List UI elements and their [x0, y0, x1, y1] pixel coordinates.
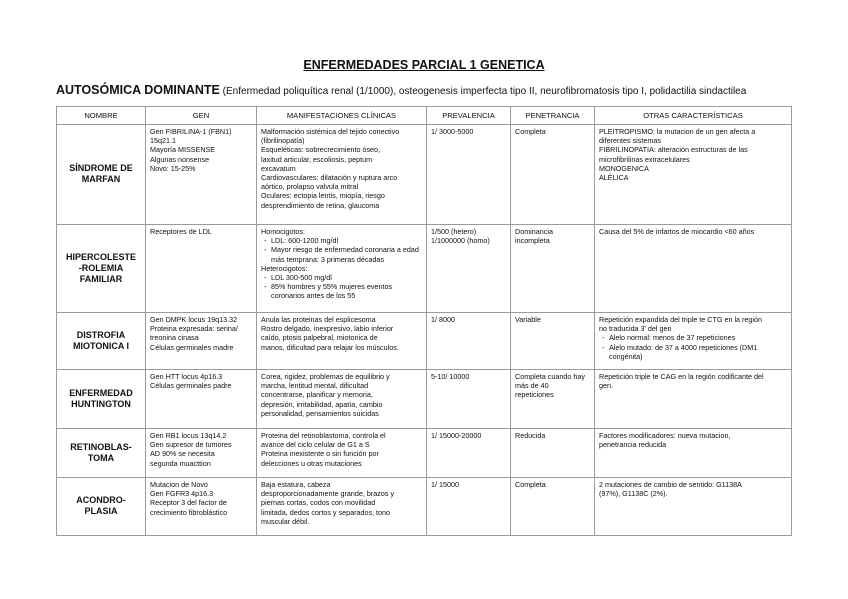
bullet-item: - Mayor riesgo de enfermedad coronaria a edad más temprana: 3 primeras décadas: [261, 245, 422, 263]
section-heading-title: AUTOSÓMICA DOMINANTE: [56, 83, 220, 97]
disease-name: ENFERMEDAD HUNTINGTON: [57, 370, 146, 429]
manifestations-cell: Corea, rigidez, problemas de equilibrio y marcha, lentitud mental, dificultad concentrarse, planificar y memoria, depresión, irritabilidad, apatía, cambio personalidad, pensamientos suicidas: [257, 370, 427, 429]
gene-cell: Receptores de LDL: [146, 225, 257, 313]
disease-name: DISTROFIA MIOTONICA I: [57, 313, 146, 370]
bullet-item: - Alelo mutado: de 37 a 4000 repeticiones (DM1 congénita): [599, 343, 787, 361]
gene-cell: Gen RB1 locus 13q14.2 Gen supresor de tumores AD 90% se necesita segunda muacttion: [146, 429, 257, 478]
disease-name: HIPERCOLESTE -ROLEMIA FAMILIAR: [57, 225, 146, 313]
table-row: [57, 125, 792, 225]
table-row: [57, 429, 792, 478]
section-heading-note: (Enfermedad poliquítica renal (1/1000), osteogenesis imperfecta tipo II, neurofibromatosis tipo I, polidactilia sindactilea: [222, 86, 747, 97]
manifestations-cell: Anula las proteinas del esplicesoma Rostro delgado, inexpresivo, labio inferior caído, ptosis palpebral, miotonica de manos, dificultad para relajar los músculos.: [257, 313, 427, 370]
other-features-cell: 2 mutaciones de cambio de sentido: G1138A (97%), G1138C (2%).: [595, 478, 792, 536]
other-features-cell: Factores modificadores: nueva mutacion, penetrancia reducida: [595, 429, 792, 478]
other-features-cell: Repetición expandida del triple te CTG en la región no traducida 3' del gen - Alelo normal: menos de 37 repeticiones - Alelo mutado: de 37 a 4000 repeticiones (DM1 congénita): [595, 313, 792, 370]
gene-cell: Gen DMPK locus 19q13.32 Proteina expresada: serina/ treonina cinasa Células germinales madre: [146, 313, 257, 370]
disease-name: SÍNDROME DE MARFAN: [57, 125, 146, 225]
penetrance-cell: Completa: [511, 478, 595, 536]
table-row: [57, 313, 792, 370]
table-row: [57, 478, 792, 536]
gene-cell: Gen FIBRILINA-1 (FBN1) 15q21.1 Mayoría MISSENSE Algunas nonsense Novo: 15-25%: [146, 125, 257, 225]
column-header-penetrancia: PENETRANCIA: [511, 107, 595, 125]
bullet-item: - 85% hombres y 55% mujeres eventos coronarios antes de los 55: [261, 282, 422, 300]
penetrance-cell: Dominancia incompleta: [511, 225, 595, 313]
disease-name: RETINOBLAS- TOMA: [57, 429, 146, 478]
bullet-item: - LDL: 600-1200 mg/dl: [261, 236, 422, 245]
diseases-table: [56, 106, 792, 536]
table-header-row: [57, 107, 792, 125]
penetrance-cell: Completa: [511, 125, 595, 225]
bullet-item: - Alelo normal: menos de 37 repeticiones: [599, 333, 787, 342]
manifestations-cell: Malformación sistémica del tejido conectivo (fibrilinopatía) Esqueléticas: sobrecrecimiento óseo, laxitud articular, escoliosis, peptum excavatum Cardiovasculares: dilatación y ruptura arco aórtico, prolapso valvula mitral Oculares: ectopia lentis, miopía, riesgo desprendimiento de retina, glaucoma: [257, 125, 427, 225]
column-header-manifestaciones: MANIFESTACIONES CLÍNICAS: [257, 107, 427, 125]
prevalence-cell: 1/ 15000-20000: [427, 429, 511, 478]
other-features-cell: Repetición triple te CAG en la región codificante del gen.: [595, 370, 792, 429]
penetrance-cell: Completa cuando hay más de 40 repeticiones: [511, 370, 595, 429]
column-header-otras: OTRAS CARACTERÍSTICAS: [595, 107, 792, 125]
column-header-prevalencia: PREVALENCIA: [427, 107, 511, 125]
table-row: [57, 225, 792, 313]
gene-cell: Gen HTT locus 4p16.3 Células germinales padre: [146, 370, 257, 429]
column-header-nombre: NOMBRE: [57, 107, 146, 125]
page-title: ENFERMEDADES PARCIAL 1 GENETICA: [303, 58, 545, 72]
prevalence-cell: 1/500 (hetero) 1/1000000 (homo): [427, 225, 511, 313]
other-features-cell: PLEITROPISMO: la mutacion de un gen afecta a diferentes sistemas FIBRILINOPATIA: alteración estructuras de las microfibrilinas extracelulares MONOGENICA ALÉLICA: [595, 125, 792, 225]
gene-cell: Mutacion de Novo Gen FGFR3 4p16.3 Receptor 3 del factor de crecimiento fibroblástico: [146, 478, 257, 536]
manifestations-cell: Homocigotos: - LDL: 600-1200 mg/dl - Mayor riesgo de enfermedad coronaria a edad más temprana: 3 primeras décadas Heterocigotos: - LDL 300-500 mg/dl - 85% hombres y 55% mujeres eventos coronarios antes de los 55: [257, 225, 427, 313]
disease-name: ACONDRO- PLASIA: [57, 478, 146, 536]
section-heading: [56, 83, 746, 97]
table-row: [57, 370, 792, 429]
bullet-item: - LDL 300-500 mg/dl: [261, 273, 422, 282]
prevalence-cell: 1/ 3000-5000: [427, 125, 511, 225]
column-header-gen: GEN: [146, 107, 257, 125]
manifestations-cell: Baja estatura, cabeza desproporcionadamente grande, brazos y piernas cortas, codos con movilidad limitada, dedos cortos y separados, tono muscular débil.: [257, 478, 427, 536]
prevalence-cell: 5-10/ 10000: [427, 370, 511, 429]
prevalence-cell: 1/ 15000: [427, 478, 511, 536]
penetrance-cell: Reducida: [511, 429, 595, 478]
penetrance-cell: Variable: [511, 313, 595, 370]
other-features-cell: Causa del 5% de infartos de miocardio <60 años: [595, 225, 792, 313]
prevalence-cell: 1/ 8000: [427, 313, 511, 370]
manifestations-cell: Proteina del retinoblastoma, controla el avance del ciclo celular de G1 a S Proteina inexistente o sin función por delecciones u otras mutaciones: [257, 429, 427, 478]
